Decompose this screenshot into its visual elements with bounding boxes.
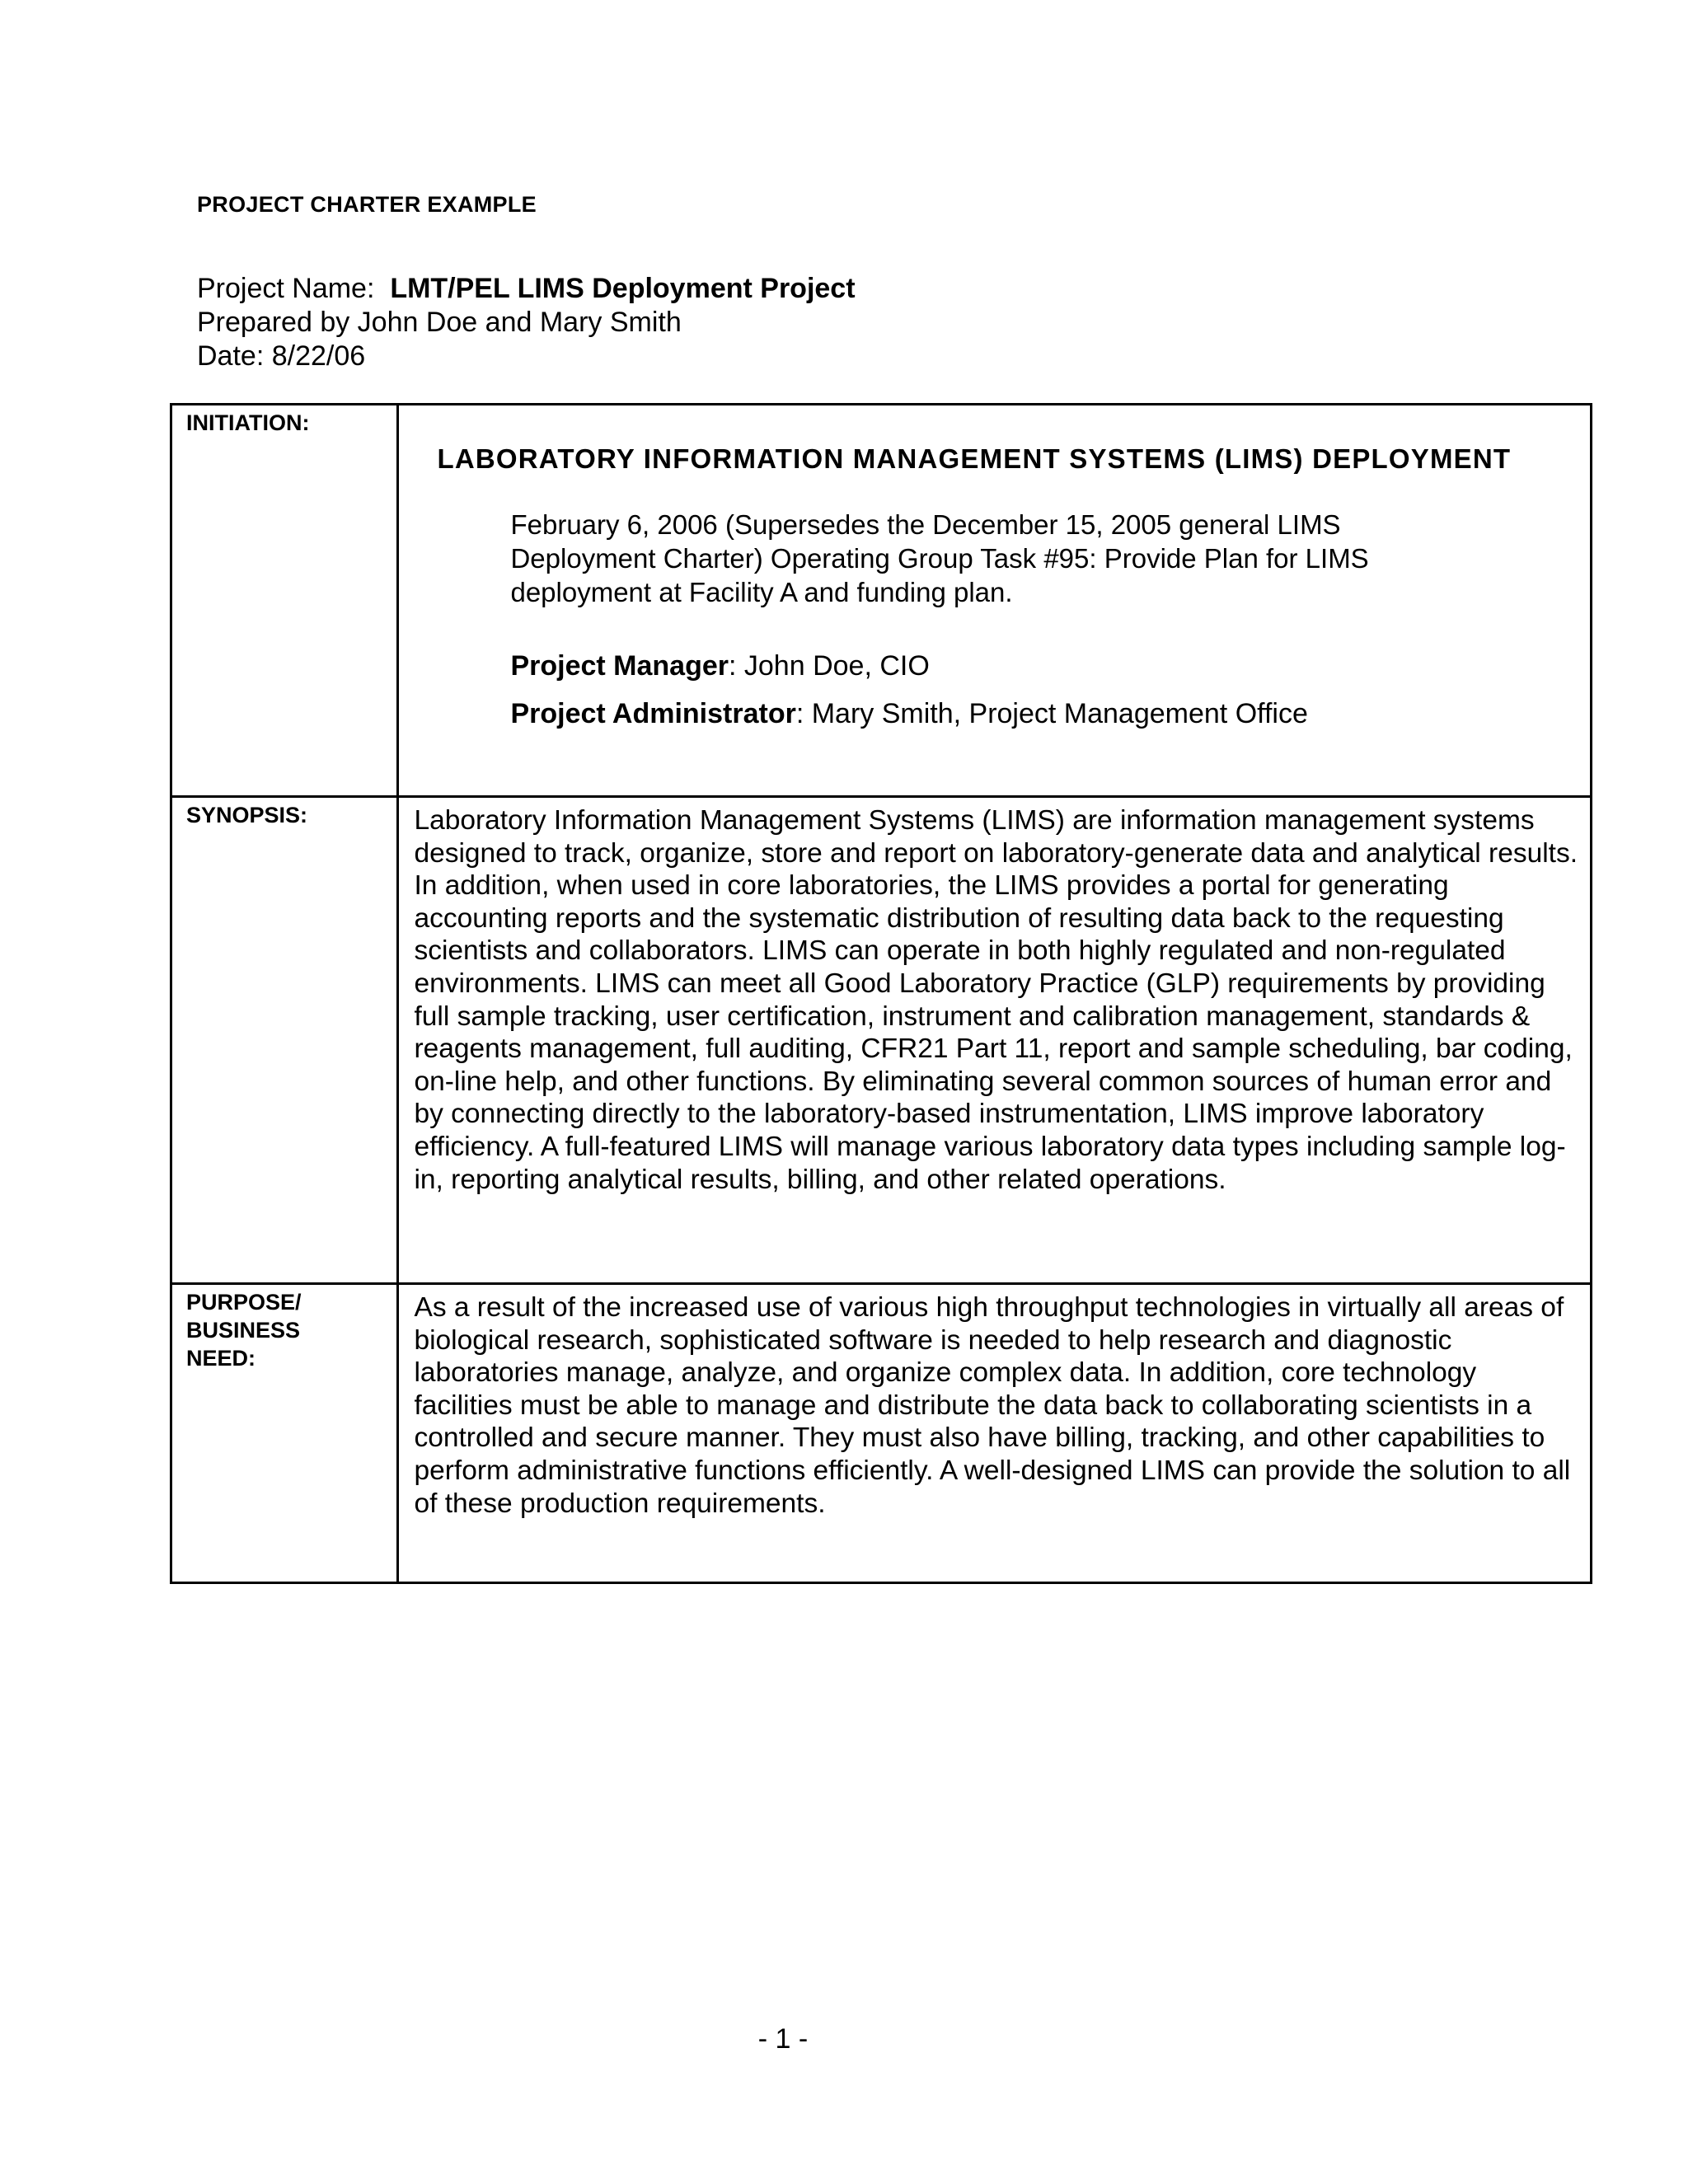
document-date: Date: 8/22/06 — [197, 340, 366, 372]
purpose-label — [171, 1284, 398, 1583]
synopsis-label: SYNOPSIS: — [171, 797, 398, 1284]
page-number: - 1 - — [757, 2023, 809, 2055]
purpose-row — [171, 1284, 1592, 1583]
project-administrator-value: : Mary Smith, Project Management Office — [795, 698, 1308, 729]
initiation-description: February 6, 2006 (Supersedes the December 15, 2005 general LIMS Deployment Charter) Operating Group Task #95: Provide Plan for LIMS deployment at Facility A and funding plan. — [510, 509, 1369, 607]
project-name-value: LMT/PEL LIMS Deployment Project — [390, 273, 856, 304]
purpose-text: As a result of the increased use of various high throughput technologies in virtually all areas of biological research, sophisticated software is needed to help research and diagnostic laboratories manage, analyze, and organize complex data. In addition, core technology facilities must be able to manage and distribute the data back to collaborating scientists in a controlled and secure manner. They must also have billing, tracking, and other capabilities to perform administrative functions efficiently. A well-designed LIMS can provide the solution to all of these production requirements. — [398, 1284, 1592, 1583]
initiation-title: LABORATORY INFORMATION MANAGEMENT SYSTEMS (LIMS) DEPLOYMENT — [437, 443, 1512, 474]
initiation-label: INITIATION: — [171, 405, 398, 797]
project-manager-label: Project Manager — [510, 650, 729, 682]
initiation-content — [398, 405, 1592, 797]
purpose-label-line: NEED: — [186, 1346, 256, 1371]
project-manager — [510, 642, 1590, 690]
document-heading: PROJECT CHARTER EXAMPLE — [197, 192, 537, 217]
purpose-label-line: BUSINESS — [186, 1318, 301, 1343]
synopsis-row — [171, 797, 1592, 1284]
project-name-line — [197, 272, 856, 306]
charter-table — [170, 403, 1592, 1584]
synopsis-text: Laboratory Information Management Systems (LIMS) are information management systems designed to track, organize, store and report on laboratory-generate data and analytical results. In addition, when used in core laboratories, the LIMS provides a portal for generating accounting reports and the systematic distribution of resulting data back to the requesting scientists and collaborators. LIMS can operate in both highly regulated and non-regulated environments. LIMS can meet all Good Laboratory Practice (GLP) requirements by providing full sample tracking, user certification, instrument and calibration management, standards & reagents management, full auditing, CFR21 Part 11, report and sample scheduling, bar coding, on-line help, and other functions. By eliminating several common sources of human error and by connecting directly to the laboratory-based instrumentation, LIMS improve laboratory efficiency. A full-featured LIMS will manage various laboratory data types including sample log-in, reporting analytical results, billing, and other related operations. — [398, 797, 1592, 1284]
initiation-row — [171, 405, 1592, 797]
project-meta — [197, 272, 856, 373]
project-name-label: Project Name: — [197, 273, 375, 304]
purpose-label-line: PURPOSE/ — [186, 1290, 302, 1315]
project-administrator-label: Project Administrator — [510, 698, 796, 729]
project-manager-value: : John Doe, CIO — [729, 650, 930, 682]
initiation-people — [510, 642, 1590, 738]
project-administrator — [510, 690, 1590, 738]
prepared-by: Prepared by John Doe and Mary Smith — [197, 307, 682, 338]
